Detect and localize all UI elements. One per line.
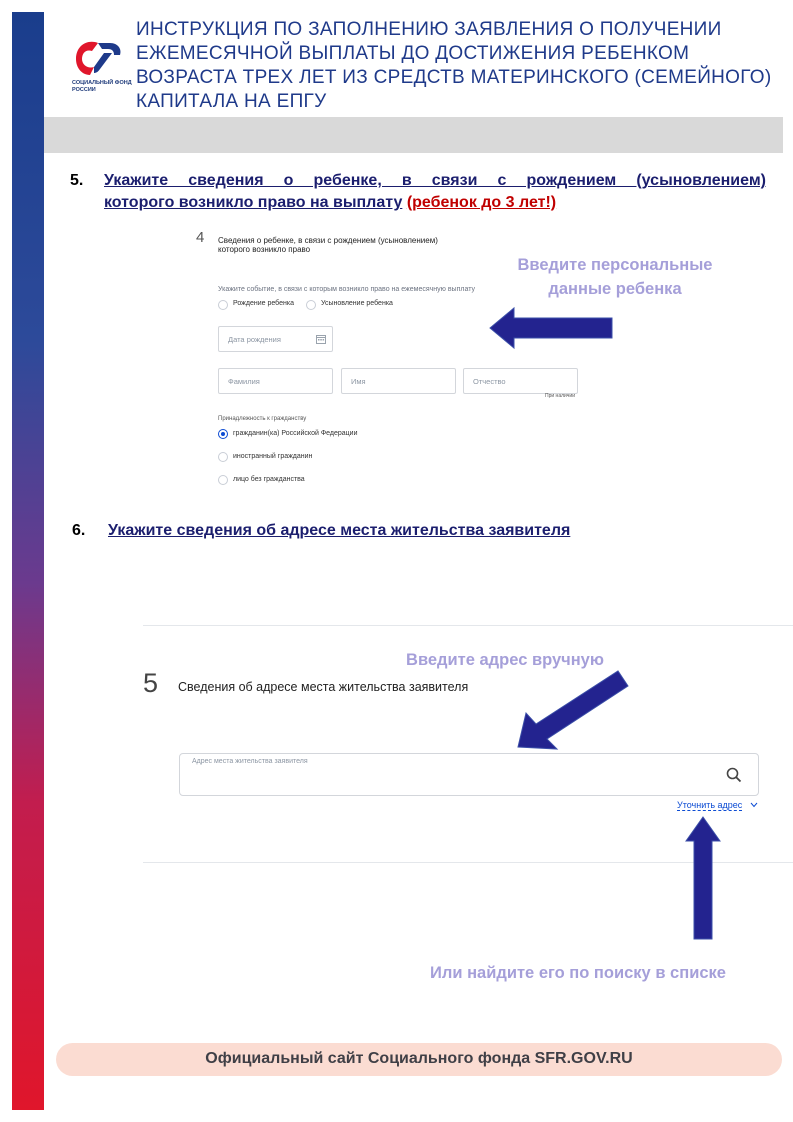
- radio-citizen-rf-label: гражданин(ка) Российской Федерации: [233, 430, 358, 437]
- radio-birth[interactable]: [218, 300, 228, 310]
- radio-adoption[interactable]: [306, 300, 316, 310]
- step5-hint: Введите персональные данные ребенка: [517, 256, 713, 298]
- header-divider-band: [44, 117, 783, 153]
- chevron-down-icon[interactable]: [750, 802, 758, 808]
- radio-stateless[interactable]: [218, 475, 228, 485]
- radio-foreign-label: иностранный гражданин: [233, 453, 313, 460]
- step6-number: 6.: [72, 522, 86, 539]
- search-icon[interactable]: [726, 767, 742, 783]
- step5-number: 5.: [70, 172, 84, 189]
- side-decor-bar: [12, 12, 44, 1110]
- address-section-number: 5: [143, 668, 159, 698]
- calendar-icon[interactable]: [316, 334, 326, 344]
- birth-date-field[interactable]: Дата рождения: [218, 326, 333, 352]
- radio-citizen-rf[interactable]: [218, 429, 228, 439]
- refine-address-link[interactable]: Уточнить адрес: [677, 800, 743, 810]
- address-section-title: Сведения об адресе места жительства заявителя: [178, 680, 469, 694]
- up-arrow-icon: [684, 815, 722, 943]
- address-input[interactable]: Адрес места жительства заявителя: [179, 753, 759, 796]
- sfr-logo: [70, 35, 130, 105]
- step5-title-line1: Укажите сведения о ребенке, в связи с рождением (усыновлением): [104, 172, 766, 189]
- footer-text: Официальный сайт Социального фонда SFR.GOV.RU: [205, 1050, 633, 1067]
- search-address-hint: Или найдите его по поиску в списке: [430, 964, 726, 982]
- citizenship-label: Принадлежность к гражданству: [218, 416, 307, 422]
- radio-birth-label: Рождение ребенка: [233, 300, 294, 307]
- event-question: Укажите событие, в связи с которым возникло право на ежемесячную выплату: [218, 286, 475, 293]
- logo-caption: СОЦИАЛЬНЫЙ ФОНД РОССИИ: [72, 80, 132, 93]
- page-title: ИНСТРУКЦИЯ ПО ЗАПОЛНЕНИЮ ЗАЯВЛЕНИЯ О ПОЛУЧЕНИИ ЕЖЕМЕСЯЧНОЙ ВЫПЛАТЫ ДО ДОСТИЖЕНИЯ РЕБЕНКОМ ВОЗРАСТА ТРЕХ ЛЕТ ИЗ СРЕДСТВ МАТЕРИНСКОГО (СЕМЕЙНОГО) КАПИТАЛА НА ЕПГУ: [136, 19, 772, 112]
- diagonal-arrow-icon: [514, 669, 632, 751]
- child-section-title: Сведения о ребенке, в связи с рождением (усыновлением) которого возникло право: [218, 236, 438, 254]
- patronymic-note: При наличии: [545, 393, 575, 399]
- radio-adoption-label: Усыновление ребенка: [321, 300, 393, 307]
- left-arrow-icon: [488, 306, 616, 350]
- name-field[interactable]: Имя: [341, 368, 456, 394]
- step6-title: Укажите сведения об адресе места жительства заявителя: [108, 522, 571, 539]
- radio-foreign[interactable]: [218, 452, 228, 462]
- form-divider-top: [143, 625, 793, 626]
- surname-field[interactable]: Фамилия: [218, 368, 333, 394]
- form-section-number: 4: [196, 229, 205, 246]
- patronymic-field[interactable]: Отчество: [463, 368, 578, 394]
- manual-address-hint: Введите адрес вручную: [406, 651, 604, 669]
- radio-stateless-label: лицо без гражданства: [233, 476, 305, 483]
- step5-title-line2: которого возникло право на выплату: [104, 194, 403, 211]
- step5-age-note: (ребенок до 3 лет!): [406, 194, 557, 211]
